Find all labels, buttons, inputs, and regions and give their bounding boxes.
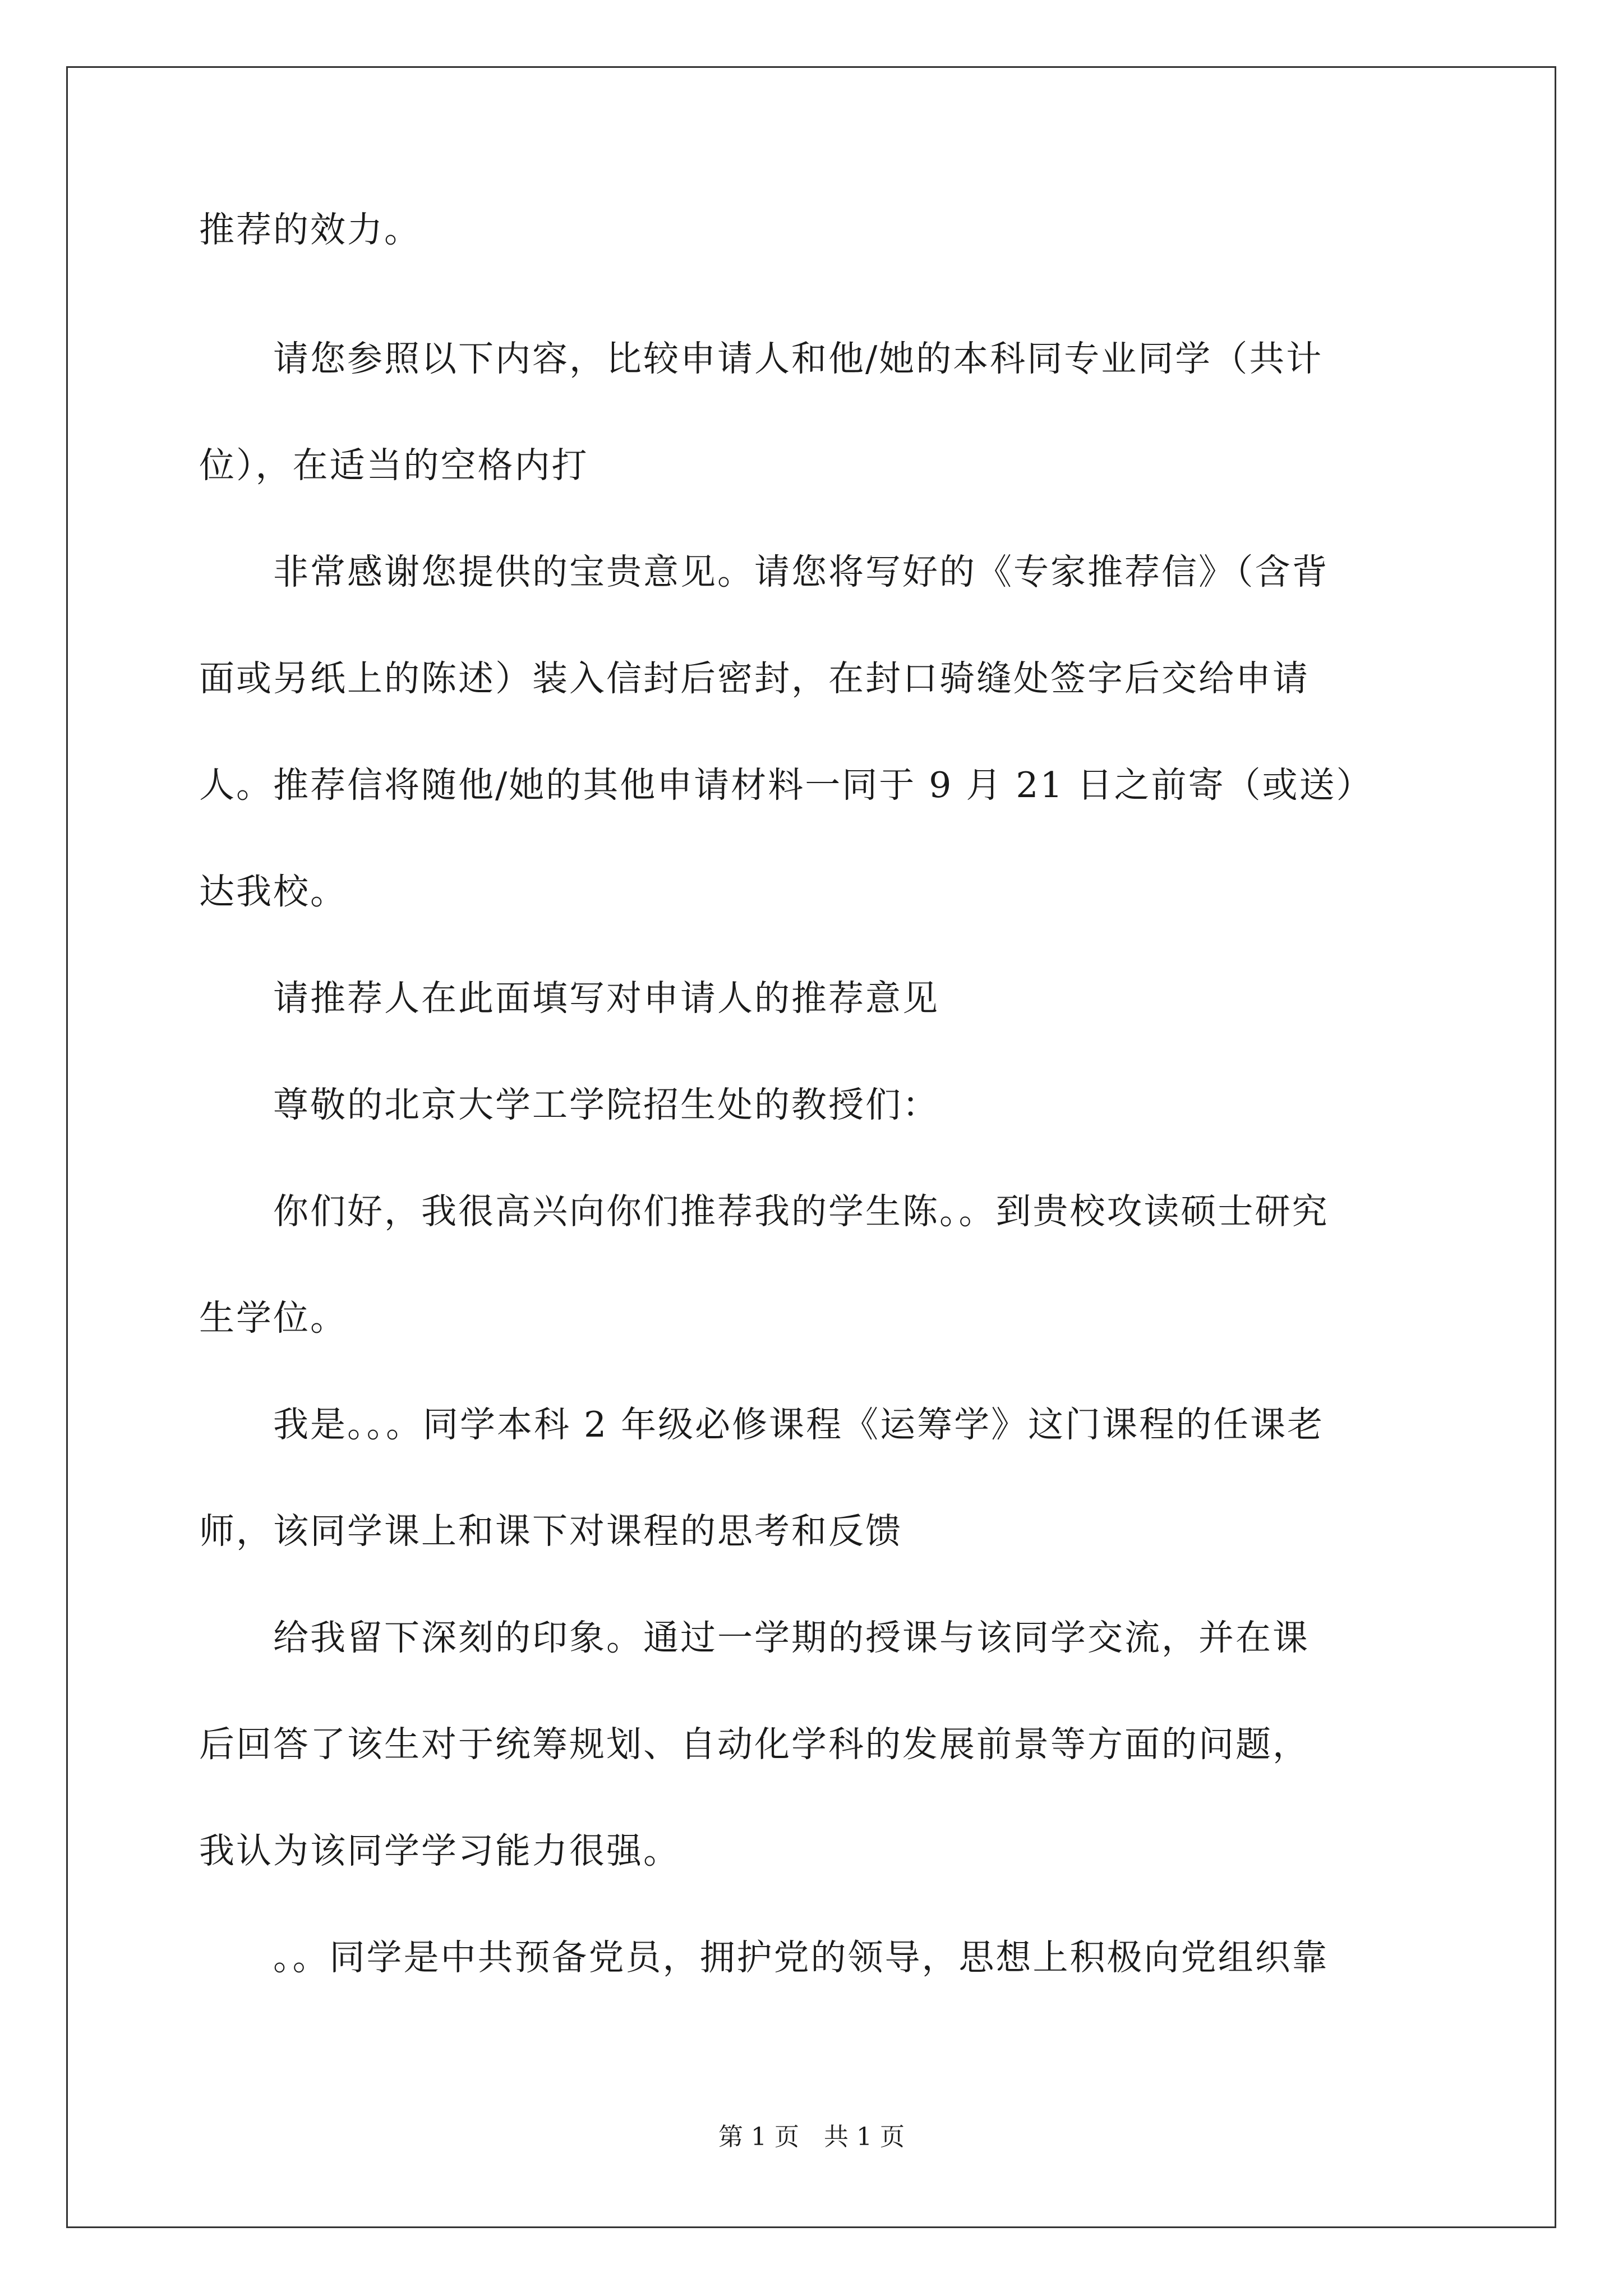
page-number-footer: 第 1 页 共 1 页 xyxy=(718,2123,905,2151)
text-line: 面或另纸上的陈述）装入信封后密封，在封口骑缝处签字后交给申请 xyxy=(199,658,1310,699)
text-line: 师，该同学课上和课下对课程的思考和反馈 xyxy=(199,1511,902,1552)
text-line: 人。推荐信将随他/她的其他申请材料一同于 9 月 21 日之前寄（或送） xyxy=(199,765,1373,806)
text-line: 我是。。。同学本科 2 年级必修课程《运筹学》这门课程的任课老 xyxy=(199,1404,1325,1445)
text-line: 请推荐人在此面填写对申请人的推荐意见 xyxy=(199,978,939,1019)
text-line: 。。同学是中共预备党员，拥护党的领导，思想上积极向党组织靠 xyxy=(199,1937,1329,1978)
text-line: 给我留下深刻的印象。通过一学期的授课与该同学交流，并在课 xyxy=(199,1617,1310,1658)
text-line: 推荐的效力。 xyxy=(199,209,421,250)
text-line: 我认为该同学学习能力很强。 xyxy=(199,1830,680,1871)
page-border xyxy=(66,66,1556,2228)
text-line: 后回答了该生对于统筹规划、自动化学科的发展前景等方面的问题， xyxy=(199,1724,1310,1765)
text-line: 达我校。 xyxy=(199,871,347,912)
text-line: 请您参照以下内容，比较申请人和他/她的本科同专业同学（共计 xyxy=(199,338,1324,379)
text-line: 你们好，我很高兴向你们推荐我的学生陈。。到贵校攻读硕士研究 xyxy=(199,1191,1329,1232)
text-line: 位），在适当的空格内打 xyxy=(199,445,589,486)
text-line: 非常感谢您提供的宝贵意见。请您将写好的《专家推荐信》（含背 xyxy=(199,551,1329,592)
text-line: 尊敬的北京大学工学院招生处的教授们： xyxy=(199,1084,939,1125)
text-line: 生学位。 xyxy=(199,1297,347,1338)
